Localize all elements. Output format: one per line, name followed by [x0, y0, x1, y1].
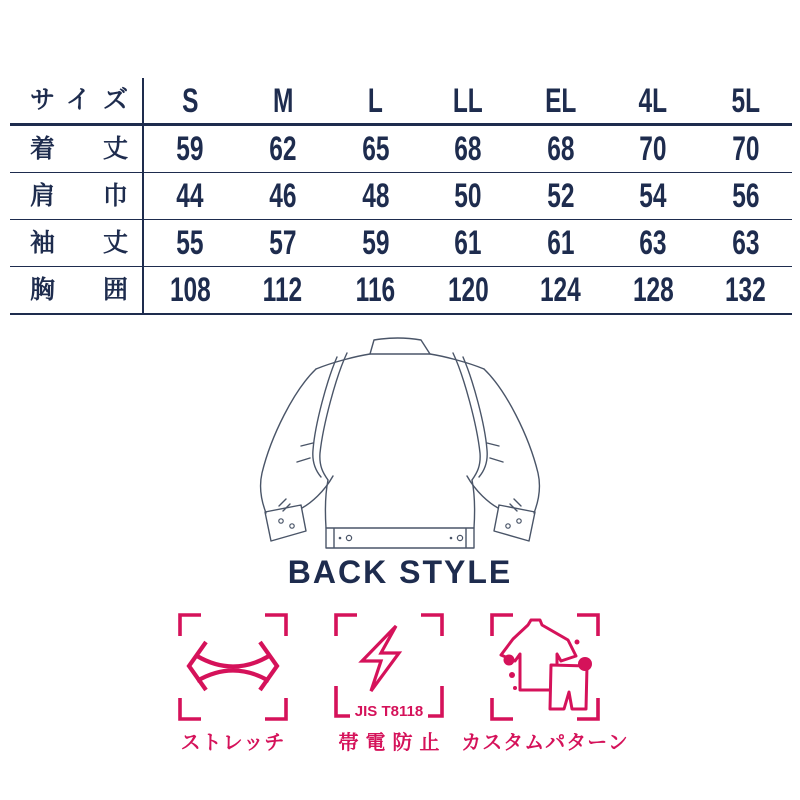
value-cell: 68: [454, 130, 482, 168]
value-cell: 54: [639, 177, 667, 215]
value-cell: 112: [263, 271, 303, 309]
value-cell: 116: [355, 271, 396, 309]
value-cell: 50: [454, 177, 482, 215]
row-label-cell: [10, 126, 144, 172]
feature-icons-row: [0, 613, 789, 753]
feature-label: ストレッチ: [180, 732, 286, 754]
pants-outline: [550, 665, 587, 709]
jacket-right-cuff: [494, 505, 535, 541]
value-cell: 46: [269, 177, 297, 215]
value-cell: 132: [725, 271, 767, 309]
value-cell: 62: [269, 130, 297, 168]
value-cell: 61: [454, 224, 482, 262]
row-label: 胸囲: [30, 275, 128, 304]
value-cell: 57: [269, 224, 297, 262]
size-column-header: M: [272, 81, 294, 120]
size-column-header: LL: [453, 81, 483, 120]
feature-label: 帯電防止: [338, 732, 447, 754]
row-label: 着丈: [30, 134, 128, 163]
value-cell: 70: [639, 130, 667, 168]
jacket-left-armhole-seams: [313, 353, 347, 480]
antistatic-bolt-icon: [334, 613, 444, 721]
size-table-header-row: [10, 78, 792, 126]
row-label-cell: [10, 267, 144, 313]
jacket-right-sleeve: [484, 369, 539, 513]
value-cell: 128: [632, 271, 674, 309]
feature-label: カスタムパターン: [461, 732, 629, 754]
row-label: 袖丈: [30, 228, 128, 257]
value-cell: 63: [732, 224, 760, 262]
value-cell: 55: [176, 224, 204, 262]
value-cell: 124: [540, 271, 582, 309]
value-cell: 61: [546, 224, 575, 262]
value-cell: 68: [546, 130, 575, 168]
table-row-body-length: [10, 126, 792, 173]
size-column-header: 4L: [638, 81, 668, 120]
value-cell: 120: [447, 271, 489, 309]
row-label-cell: [10, 173, 144, 219]
value-cell: 52: [546, 177, 575, 215]
size-header-label: サイズ: [30, 86, 128, 114]
jis-standard-badge: JIS T8118: [354, 703, 424, 720]
jacket-elbow-ticks: [297, 443, 503, 462]
size-column-header: L: [367, 81, 383, 120]
back-style-caption: BACK STYLE: [287, 554, 513, 590]
jacket-left-sleeve: [261, 369, 316, 513]
value-cell: 108: [169, 271, 211, 309]
value-cell: 56: [732, 177, 760, 215]
size-header-label-cell: [10, 78, 144, 123]
feature-antistatic: [334, 613, 447, 754]
value-cell: 44: [176, 177, 204, 215]
jacket-left-cuff: [265, 505, 306, 541]
stretch-curves: [197, 656, 269, 681]
size-table: [10, 78, 792, 315]
table-row-shoulder-width: [10, 173, 792, 220]
table-row-sleeve-length: [10, 220, 792, 267]
jacket-cuff-pleats: [279, 499, 521, 511]
jacket-side-seams: [325, 480, 474, 528]
value-cell: 48: [361, 177, 390, 215]
size-column-header: S: [182, 81, 199, 120]
jacket-collar: [370, 338, 430, 354]
jacket-right-armhole-seams: [453, 353, 487, 480]
jacket-back-illustration: [250, 330, 550, 562]
value-cell: 59: [361, 224, 390, 262]
lightning-bolt: [362, 626, 399, 691]
value-cell: 59: [176, 130, 204, 168]
value-cell: 65: [361, 130, 390, 168]
custom-pattern-icon: [490, 613, 600, 721]
value-cell: 70: [732, 130, 760, 168]
value-cell: 63: [639, 224, 667, 262]
row-label: 肩巾: [30, 181, 128, 210]
stretch-arrows-icon: [178, 613, 288, 721]
size-column-header: 5L: [731, 81, 761, 120]
size-column-header: EL: [544, 81, 577, 120]
table-row-chest: [10, 267, 792, 315]
feature-stretch: [178, 613, 288, 753]
row-label-cell: [10, 220, 144, 266]
jacket-buttons: [279, 519, 521, 541]
feature-custom-pattern: [461, 613, 629, 754]
